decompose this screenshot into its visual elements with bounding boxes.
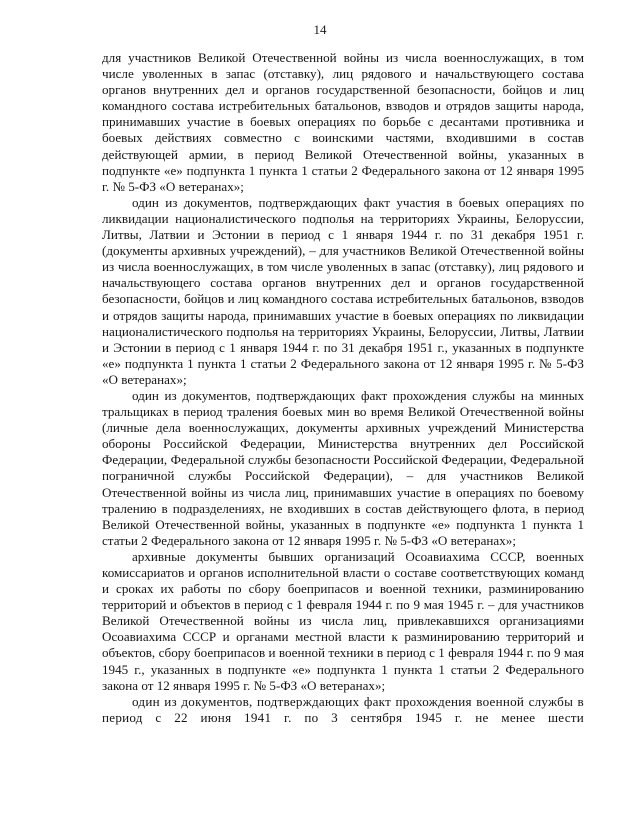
- paragraph-1: для участников Великой Отечественной войны из числа военнослужащих, в том числе уволенных в запас (отставку), лиц рядового и начальствующего состава органов внутренних дел и органов государственной безопасности, бойцов и лиц командного состава истребительных батальонов, взводов и отрядов защиты народа, принимавших участие в боевых операциях по борьбе с десантами противника и боевых действиях совместно с воинскими частями, входившими в состав действующей армии, в период Великой Отечественной войны, указанных в подпункте «е» подпункта 1 пункта 1 статьи 2 Федерального закона от 12 января 1995 г. № 5-ФЗ «О ветеранах»;: [102, 50, 584, 194]
- paragraph-4: архивные документы бывших организаций Осоавиахима СССР, военных комиссариатов и органов исполнительной власти о составе соответствующих команд и сроках их работы по сбору боеприпасов и военной техники, разминированию территорий и объектов в период с 1 февраля 1944 г. по 9 мая 1945 г. – для участников Великой Отечественной войны из числа лиц, привлекавшихся организациями Осоавиахима СССР и органами местной власти к разминированию территорий и объектов, сбору боеприпасов и военной техники в период с 1 февраля 1944 г. по 9 мая 1945 г., указанных в подпункте «е» подпункта 1 пункта 1 статьи 2 Федерального закона от 12 января 1995 г. № 5-ФЗ «О ветеранах»;: [102, 548, 584, 693]
- paragraph-3: один из документов, подтверждающих факт прохождения службы на минных тральщиках в период траления боевых мин во время Великой Отечественной войны (личные дела военнослужащих, документы архивных учреждений Министерства обороны Российской Федерации, Министерства внутренних дел Российской Федерации, Федеральной службы безопасности Российской Федерации, Федеральной пограничной службы Российской Федерации), – для участников Великой Отечественной войны из числа лиц, принимавших участие в операциях по боевому тралению в подразделениях, не входивших в состав действующего флота, в период Великой Отечественной войны, указанных в подпункте «е» подпункта 1 пункта 1 статьи 2 Федерального закона от 12 января 1995 г. № 5-ФЗ «О ветеранах»;: [102, 387, 584, 548]
- document-body: [102, 50, 584, 726]
- page-number: 14: [313, 22, 327, 37]
- paragraph-5: один из документов, подтверждающих факт прохождения военной службы в период с 22 июня 1941 г. по 3 сентября 1945 г. не менее шести: [102, 693, 584, 725]
- paragraph-2: один из документов, подтверждающих факт участия в боевых операциях по ликвидации националистического подполья на территориях Украины, Белоруссии, Литвы, Латвии и Эстонии в период с 1 января 1944 г. по 31 декабря 1951 г. (документы архивных учреждений), – для участников Великой Отечественной войны из числа военнослужащих, в том числе уволенных в запас (отставку), лиц рядового и начальствующего состава органов внутренних дел и органов государственной безопасности, бойцов и лиц командного состава истребительных батальонов, взводов и отрядов защиты народа, принимавших участие в боевых операциях по ликвидации националистического подполья на территориях Украины, Белоруссии, Литвы, Латвии и Эстонии в период с 1 января 1944 г. по 31 декабря 1951 г., указанных в подпункте «е» подпункта 1 пункта 1 статьи 2 Федерального закона от 12 января 1995 г. № 5-ФЗ «О ветеранах»;: [102, 194, 584, 387]
